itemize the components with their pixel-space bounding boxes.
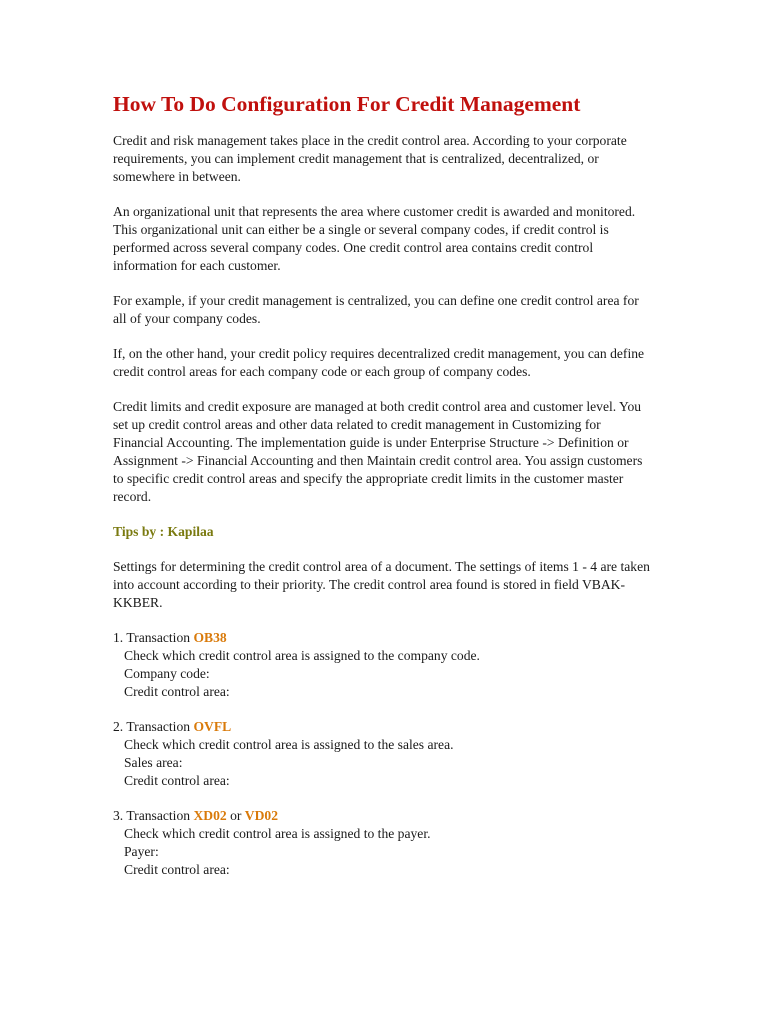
step-3 bbox=[113, 807, 653, 879]
paragraph-centralized-example: For example, if your credit management is centralized, you can define one credit control area for all of your company codes. bbox=[113, 292, 639, 326]
page-title: How To Do Configuration For Credit Management bbox=[113, 92, 581, 116]
step-joiner: or bbox=[226, 807, 245, 823]
step-result: Credit control area: bbox=[124, 772, 230, 788]
transaction-code: XD02 bbox=[193, 807, 227, 823]
step-check: Check which credit control area is assigned to the payer. bbox=[124, 825, 431, 841]
paragraph-intro: Credit and risk management takes place in the credit control area. According to your corporate requirements, you can implement credit management that is centralized, decentralized, or somewhere in between. bbox=[113, 132, 627, 184]
step-prefix: 2. Transaction bbox=[113, 718, 194, 734]
step-field: Company code: bbox=[124, 665, 210, 681]
paragraph-org-unit: An organizational unit that represents the area where customer credit is awarded and monitored. This organizational unit can either be a single or several company codes, if credit control is performed across several company codes. One credit control area contains credit control information for each customer. bbox=[113, 203, 636, 273]
step-heading bbox=[113, 629, 653, 647]
step-heading bbox=[113, 807, 653, 825]
transaction-code: OVFL bbox=[193, 718, 232, 734]
step-field: Payer: bbox=[124, 843, 159, 859]
step-prefix: 1. Transaction bbox=[113, 629, 194, 645]
step-result: Credit control area: bbox=[124, 683, 230, 699]
tips-author: Tips by : Kapilaa bbox=[113, 523, 214, 539]
step-result: Credit control area: bbox=[124, 861, 230, 877]
step-2 bbox=[113, 718, 653, 790]
step-1 bbox=[113, 629, 653, 701]
paragraph-settings-intro: Settings for determining the credit control area of a document. The settings of items 1 - 4 are taken into account according to their priority. The credit control area found is stored in field VBAK-KKBER. bbox=[113, 558, 650, 610]
document-page bbox=[113, 92, 653, 896]
transaction-code: OB38 bbox=[193, 629, 227, 645]
step-heading bbox=[113, 718, 653, 736]
step-check: Check which credit control area is assigned to the company code. bbox=[124, 647, 480, 663]
transaction-code-alt: VD02 bbox=[244, 807, 279, 823]
paragraph-credit-limits: Credit limits and credit exposure are managed at both credit control area and customer level. You set up credit control areas and other data related to credit management in Customizing for Financial Accounting. The implementation guide is under Enterprise Structure -> Definition or Assignment -> Financial Accounting and then Maintain credit control area. You assign customers to specific credit control areas and specify the appropriate credit limits in the customer master record. bbox=[113, 398, 643, 504]
step-prefix: 3. Transaction bbox=[113, 807, 194, 823]
step-check: Check which credit control area is assigned to the sales area. bbox=[124, 736, 454, 752]
step-field: Sales area: bbox=[124, 754, 183, 770]
paragraph-decentralized: If, on the other hand, your credit policy requires decentralized credit management, you can define credit control areas for each company code or each group of company codes. bbox=[113, 345, 645, 379]
